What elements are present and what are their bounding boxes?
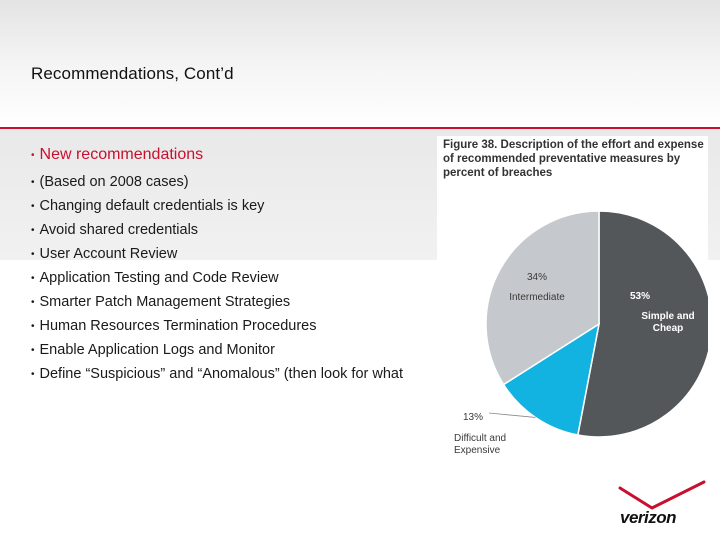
pie-chart-figure xyxy=(437,136,708,461)
bullet-text: Smarter Patch Management Strategies xyxy=(39,294,291,310)
slice-percent-label: 34% xyxy=(526,272,548,283)
bullet-dot: • xyxy=(31,177,35,188)
bullet-list xyxy=(31,170,491,386)
slice-name-label: Difficult and xyxy=(454,433,507,444)
chart-title-line: percent of breaches xyxy=(443,167,553,179)
chart-title-line: of recommended preventative measures by xyxy=(443,153,681,165)
slice-name-label: Intermediate xyxy=(509,292,565,303)
slice-name-label: Cheap xyxy=(652,323,684,334)
bullet-text: Human Resources Termination Procedures xyxy=(39,318,317,334)
bullet-item xyxy=(31,314,491,338)
bullet-text: User Account Review xyxy=(39,246,178,262)
lead-bullet-text: New recommendations xyxy=(39,146,204,163)
bullet-dot: • xyxy=(31,249,35,260)
bullet-dot: • xyxy=(31,321,35,332)
slice-percent-label: 13% xyxy=(463,412,484,423)
bullet-dot: • xyxy=(31,201,35,212)
bullet-item xyxy=(31,170,491,194)
bullet-text: Define “Suspicious” and “Anomalous” (then look for what xyxy=(39,366,403,382)
bullet-dot: • xyxy=(31,225,35,236)
bullet-item xyxy=(31,362,491,386)
chart-title-line: Figure 38. Description of the effort and expense xyxy=(443,139,704,151)
bullet-text: (Based on 2008 cases) xyxy=(39,174,189,190)
verizon-logo xyxy=(612,478,712,530)
lead-bullet xyxy=(31,146,203,164)
pie-chart xyxy=(437,136,708,461)
bullet-dot: • xyxy=(31,297,35,308)
bullet-item xyxy=(31,290,491,314)
bullet-item xyxy=(31,242,491,266)
bullet-text: Changing default credentials is key xyxy=(39,198,265,214)
slide-title: Recommendations, Cont’d xyxy=(31,64,234,83)
bullet-dot: • xyxy=(31,150,35,161)
slice-name-label: Expensive xyxy=(454,445,501,456)
bullet-item xyxy=(31,218,491,242)
bullet-dot: • xyxy=(31,273,35,284)
bullet-text: Avoid shared credentials xyxy=(39,222,199,238)
bullet-item xyxy=(31,266,491,290)
slice-name-label: Simple and xyxy=(641,311,695,322)
bullet-dot: • xyxy=(31,345,35,356)
bullet-dot: • xyxy=(31,369,35,380)
bullet-text: Application Testing and Code Review xyxy=(39,270,279,286)
slice-percent-label: 53% xyxy=(629,291,651,302)
bullet-item xyxy=(31,338,491,362)
bullet-item xyxy=(31,194,491,218)
bullet-text: Enable Application Logs and Monitor xyxy=(39,342,275,358)
logo-wordmark: verizon xyxy=(620,508,677,527)
label-leader-line xyxy=(489,413,535,417)
